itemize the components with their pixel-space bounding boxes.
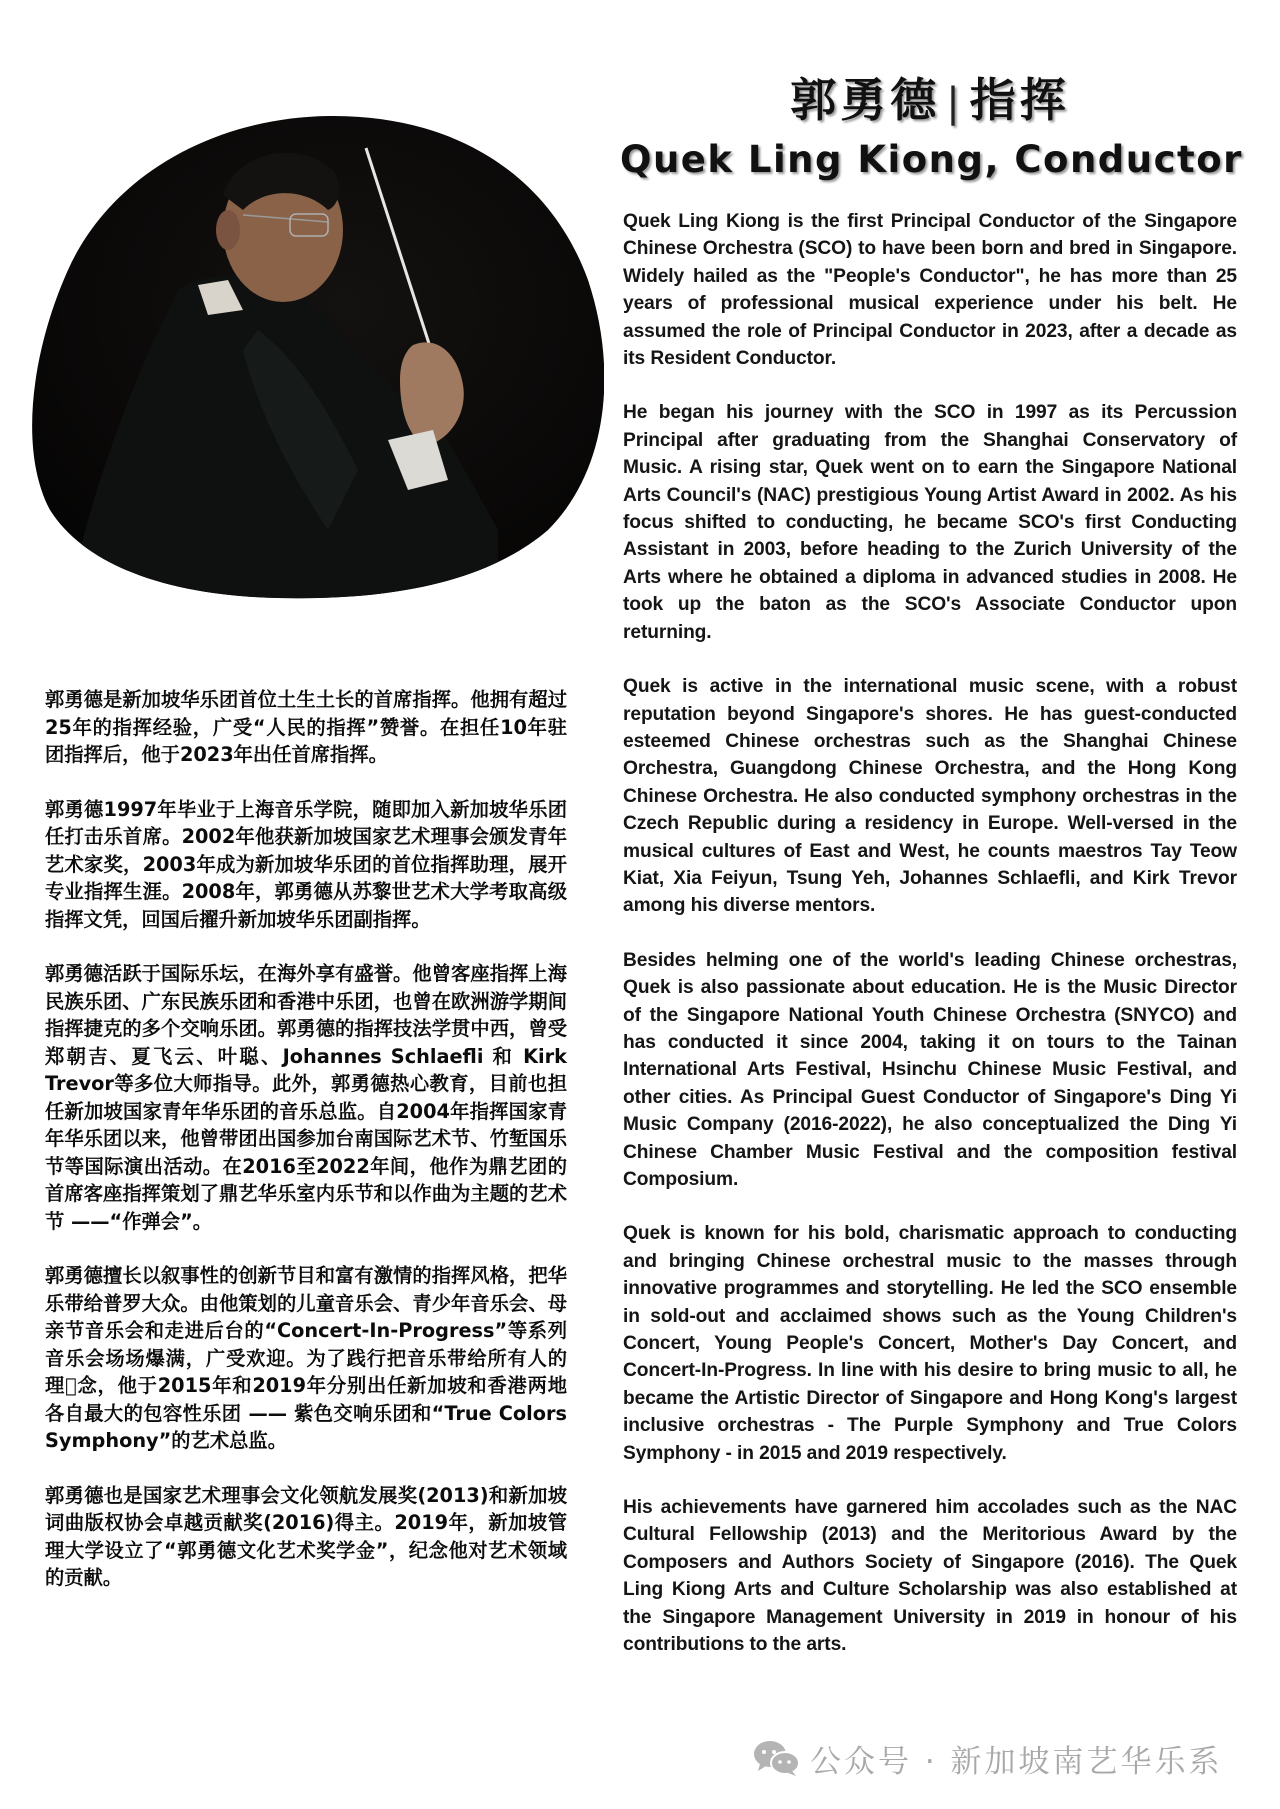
- english-paragraph: Besides helming one of the world's leading Chinese orchestras, Quek is also passionate about education. He is the Music Director of the Singapore National Youth Chinese Orchestra (SNYCO) and has conducted it since 2004, taking it on tours to the Tainan International Arts Festival, Hsinchu Chinese Music Festival, and other cities. As Principal Guest Conductor of Singapore's Ding Yi Music Company (2016-2022), he also conceptualized the Ding Yi Chinese Chamber Music Festival and the composition festival Composium.: [623, 949, 1237, 1190]
- english-paragraph: He began his journey with the SCO in 1997 as its Percussion Principal after graduating from the Shanghai Conservatory of Music. A rising star, Quek went on to earn the Singapore National Arts Council's (NAC) prestigious Young Artist Award in 2002. As his focus shifted to conducting, he became SCO's first Conducting Assistant in 2003, before heading to the Zurich University of the Arts where he obtained a diploma in advanced studies in 2008. He took up the baton as the SCO's Associate Conductor upon returning.: [623, 402, 1237, 643]
- page-title-english: Quek Ling Kiong, Conductor: [620, 138, 1243, 181]
- conductor-portrait: [28, 110, 604, 600]
- chinese-paragraph: 郭勇德1997年毕业于上海音乐学院，随即加入新加坡华乐团任打击乐首席。2002年他获新加坡国家艺术理事会颁发青年艺术家奖，2003年成为新加坡华乐团的首位指挥助理，展开专业指挥生涯。2008年，郭勇德从苏黎世艺术大学考取高级指挥文凭，回国后擢升新加坡华乐团副指挥。: [45, 797, 567, 931]
- page-title-chinese: [620, 70, 1240, 133]
- english-paragraph: Quek Ling Kiong is the first Principal Conductor of the Singapore Chinese Orchestra (SCO) to have been born and bred in Singapore. Widely hailed as the "People's Conductor", he has more than 25 years of professional musical experience under his belt. He assumed the role of Principal Conductor in 2023, after a decade as its Resident Conductor.: [623, 211, 1237, 370]
- english-paragraph: Quek is active in the international music scene, with a robust reputation beyond Singapore's shores. He has guest-conducted esteemed Chinese orchestras such as the Shanghai Chinese Orchestra, Guangdong Chinese Orchestra, and the Hong Kong Chinese Orchestra. He also conducted symphony orchestras in the Czech Republic during a residency in Europe. Well-versed in the musical cultures of East and West, he counts maestros Tay Teow Kiat, Xia Feiyun, Tsung Yeh, Johannes Schlaefli, and Kirk Trevor among his diverse mentors.: [623, 676, 1237, 917]
- english-paragraph: Quek is known for his bold, charismatic approach to conducting and bringing Chinese orchestral music to the masses through innovative programmes and storytelling. He led the SCO ensemble in sold-out and acclaimed shows such as the Young Children's Concert, Young People's Concert, Mother's Day Concert, and Concert-In-Progress. In line with his desire to bring music to all, he became the Artistic Director of Singapore and Hong Kong's largest inclusive orchestras - The Purple Symphony and True Colors Symphony - in 2015 and 2019 respectively.: [623, 1223, 1237, 1464]
- chinese-paragraph: 郭勇德也是国家艺术理事会文化领航发展奖(2013)和新加坡词曲版权协会卓越贡献奖(2016)得主。2019年，新加坡管理大学设立了“郭勇德文化艺术奖学金”，纪念他对艺术领域的贡献。: [45, 1483, 567, 1589]
- wechat-watermark: [752, 1736, 1223, 1780]
- chinese-paragraph: 郭勇德活跃于国际乐坛，在海外享有盛誉。他曾客座指挥上海民族乐团、广东民族乐团和香港中乐团，也曾在欧洲游学期间指挥捷克的多个交响乐团。郭勇德的指挥技法学贯中西，曾受郑朝吉、夏飞云、叶聪、Johannes Schlaefli 和 Kirk Trevor等多位大师指导。此外，郭勇德热心教育，目前也担任新加坡国家青年华乐团的音乐总监。自2004年指挥国家青年华乐团以来，他曾带团出国参加台南国际艺术节、竹堑国乐节等国际演出活动。在2016至2022年间，他作为鼎艺团的首席客座指挥策划了鼎艺华乐室内乐节和以作曲为主题的艺术节 ——“作弹会”。: [45, 962, 567, 1233]
- chinese-biography: [45, 686, 567, 1619]
- title-cn-name: 郭勇德: [790, 73, 941, 127]
- wechat-icon: [752, 1739, 802, 1777]
- title-cn-role: 指挥: [969, 73, 1070, 127]
- english-paragraph: His achievements have garnered him accolades such as the NAC Cultural Fellowship (2013) and the Meritorious Award by the Composers and Authors Society of Singapore (2016). The Quek Ling Kiong Arts and Culture Scholarship was also established at the Singapore Management University in 2019 in honour of his contributions to the arts.: [623, 1497, 1237, 1656]
- watermark-text: 公众号 · 新加坡南艺华乐系: [810, 1743, 1223, 1780]
- chinese-paragraph: 郭勇德擅长以叙事性的创新节目和富有激情的指挥风格，把华乐带给普罗大众。由他策划的儿童音乐会、青少年音乐会、母亲节音乐会和走进后台的“Concert-In-Progress”等系列音乐会场场爆满，广受欢迎。为了践行把音乐带给所有人的理 念，他于2015年和2019年分别出任新加坡和香港两地各自最大的包容性乐团 —— 紫色交响乐团和“True Colors Symphony”的艺术总监。: [45, 1264, 567, 1452]
- chinese-paragraph: 郭勇德是新加坡华乐团首位土生土长的首席指挥。他拥有超过25年的指挥经验，广受“人民的指挥”赞誉。在担任10年驻团指挥后，他于2023年出任首席指挥。: [45, 688, 567, 766]
- title-separator: |: [946, 80, 964, 126]
- english-biography: [623, 208, 1237, 1686]
